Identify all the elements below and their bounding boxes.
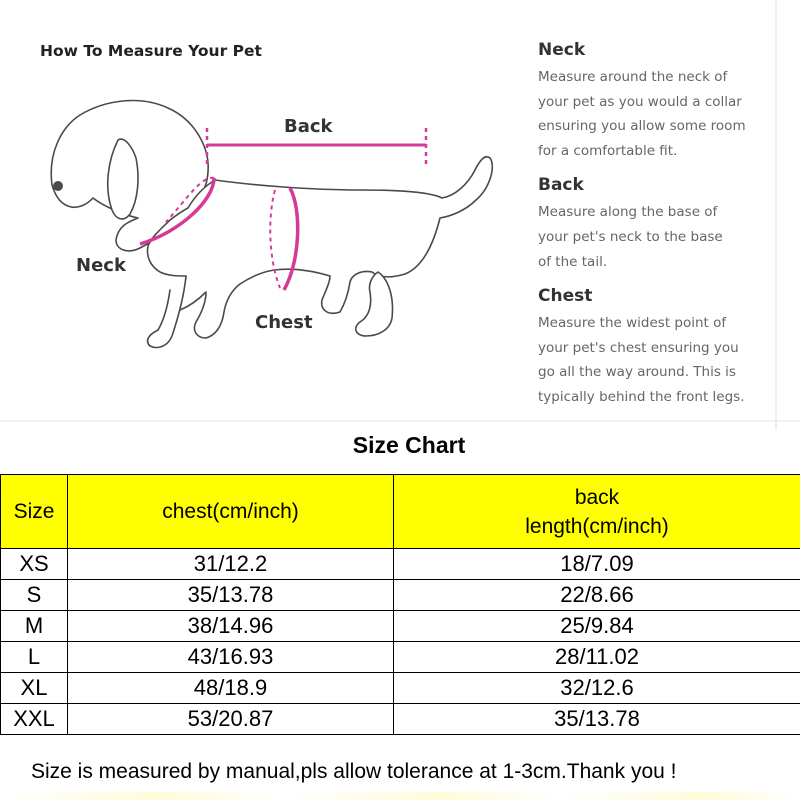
neck-heading: Neck <box>538 40 586 60</box>
text-line: ensuring you allow some room <box>538 118 746 135</box>
neck-section <box>538 40 773 163</box>
table-row <box>1 673 800 704</box>
back-length-cell: 25/9.84 <box>394 611 800 642</box>
size-cell: XXL <box>1 704 68 735</box>
text-line: your pet as you would a collar <box>538 93 742 110</box>
table-row <box>1 642 800 673</box>
table-row <box>1 580 800 611</box>
text-line: your pet's chest ensuring you <box>538 339 739 356</box>
back-length-cell: 35/13.78 <box>394 704 800 735</box>
chest-section <box>538 286 773 409</box>
chest-cell: 48/18.9 <box>68 673 394 704</box>
back-heading: Back <box>538 175 584 196</box>
chest-cell: 31/12.2 <box>68 549 394 580</box>
back-text <box>538 200 773 274</box>
divider <box>0 420 800 422</box>
chest-header: chest(cm/inch) <box>68 475 394 549</box>
size-header: Size <box>1 475 68 549</box>
chest-text <box>538 311 773 409</box>
guide-title: How To Measure Your Pet <box>40 42 262 60</box>
back-label: Back <box>284 116 333 137</box>
size-cell: XS <box>1 549 68 580</box>
tolerance-note: Size is measured by manual,pls allow tolerance at 1-3cm.Thank you ! <box>31 760 677 783</box>
text-line: typically behind the front legs. <box>538 388 745 405</box>
size-chart-title: Size Chart <box>352 432 466 458</box>
measure-instructions <box>538 40 773 422</box>
bottom-glow <box>0 792 800 800</box>
text-line: Measure around the neck of <box>538 69 728 85</box>
chest-cell: 35/13.78 <box>68 580 394 611</box>
chest-cell: 53/20.87 <box>68 704 394 735</box>
text-line: Measure the widest point of <box>538 315 727 332</box>
size-chart-table <box>0 474 800 735</box>
chest-heading: Chest <box>538 286 593 307</box>
table-row <box>1 704 800 735</box>
back-length-header-line2: length(cm/inch) <box>525 514 669 538</box>
neck-label: Neck <box>76 255 126 276</box>
size-cell: M <box>1 611 68 642</box>
back-section <box>538 175 773 274</box>
back-length-cell: 32/12.6 <box>394 673 800 704</box>
chest-label: Chest <box>255 312 313 333</box>
back-length-cell: 22/8.66 <box>394 580 800 611</box>
text-line: Measure along the base of <box>538 204 718 221</box>
text-line: go all the way around. This is <box>538 364 736 381</box>
table-header-row <box>1 475 800 549</box>
text-line: of the tail. <box>538 253 608 270</box>
size-cell: L <box>1 642 68 673</box>
table-row <box>1 611 800 642</box>
back-length-cell: 18/7.09 <box>394 549 800 580</box>
text-line: for a comfortable fit. <box>538 142 678 159</box>
back-length-header-line1: back <box>574 485 620 509</box>
neck-text <box>538 65 773 163</box>
chest-cell: 38/14.96 <box>68 611 394 642</box>
divider <box>775 0 777 430</box>
size-cell: XL <box>1 673 68 704</box>
text-line: your pet's neck to the base <box>538 228 723 245</box>
table-row <box>1 549 800 580</box>
size-cell: S <box>1 580 68 611</box>
back-length-cell: 28/11.02 <box>394 642 800 673</box>
dog-illustration <box>0 0 540 420</box>
back-length-header <box>394 475 800 549</box>
chest-cell: 43/16.93 <box>68 642 394 673</box>
